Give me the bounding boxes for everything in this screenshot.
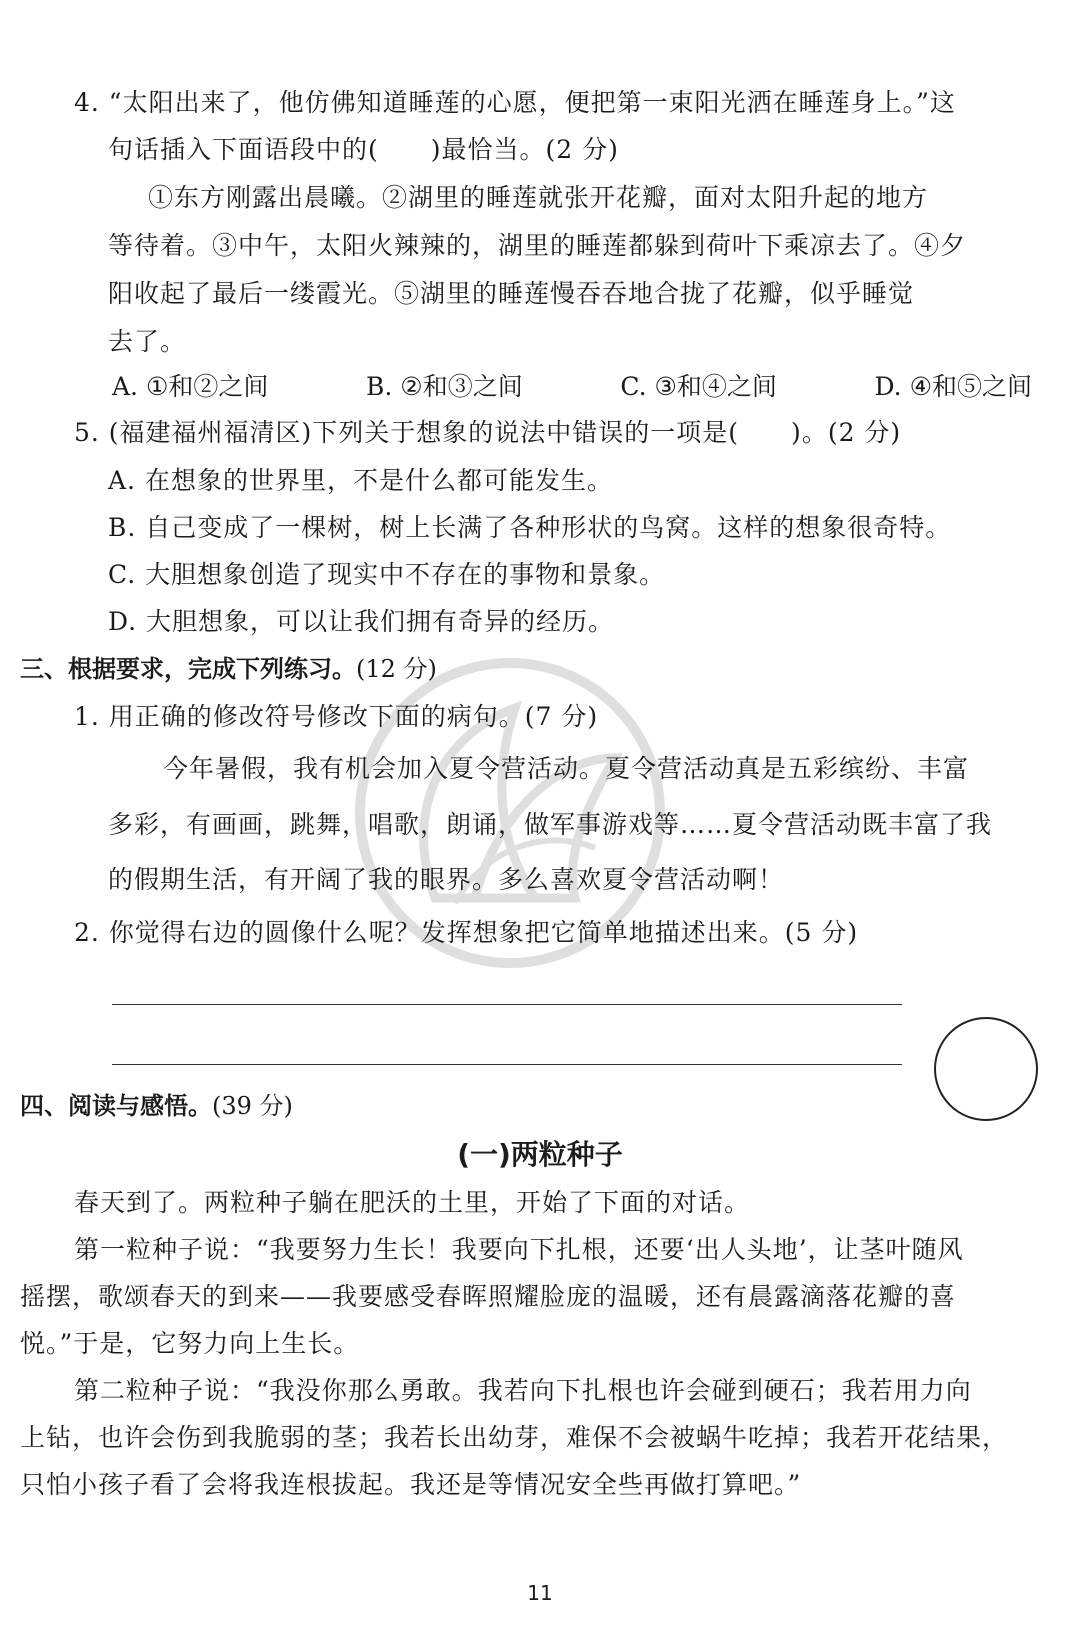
q5-stem: 5. (福建福州福清区)下列关于想象的说法中错误的一项是( )。(2 分) [74, 418, 902, 447]
section4-heading [20, 1089, 293, 1123]
section4-title: 四、阅读与感悟。 [20, 1092, 212, 1120]
q5-option-c[interactable]: C. 大胆想象创造了现实中不存在的事物和景象。 [108, 560, 666, 589]
q4-passage-line3: 阳收起了最后一缕霞光。⑤湖里的睡莲慢吞吞地合拢了花瓣，似乎睡觉 [108, 279, 915, 308]
q4-option-b[interactable]: B. ②和③之间 [366, 372, 523, 401]
circle-figure [934, 1017, 1038, 1121]
story-paragraph-line1: 春天到了。两粒种子躺在肥沃的土里，开始了下面的对话。 [74, 1188, 751, 1217]
story-paragraph-line4: 悦。”于是，它努力向上生长。 [20, 1329, 360, 1358]
q4-stem-line1: 4. “太阳出来了，他仿佛知道睡莲的心愿，便把第一束阳光洒在睡莲身上。”这 [74, 88, 956, 117]
story-paragraph-line7: 只怕小孩子看了会将我连根拔起。我还是等情况安全些再做打算吧。” [20, 1470, 802, 1499]
story-paragraph-line5: 第二粒种子说：“我没你那么勇敢。我若向下扎根也许会碰到硬石；我若用力向 [74, 1376, 972, 1405]
q5-option-a[interactable]: A. 在想象的世界里，不是什么都可能发生。 [108, 466, 613, 495]
section3-title: 三、根据要求，完成下列练习。 [20, 655, 356, 683]
s3-q1-passage-line3: 的假期生活，有开阔了我的眼界。多么喜欢夏令营活动啊！ [108, 865, 785, 894]
section3-score: (12 分) [356, 655, 437, 683]
q4-passage-line1: ①东方刚露出晨曦。②湖里的睡莲就张开花瓣，面对太阳升起的地方 [148, 183, 929, 212]
section3-heading [20, 652, 437, 686]
page-number: 11 [527, 1581, 553, 1605]
q4-option-a[interactable]: A. ①和②之间 [112, 372, 269, 401]
s3-q1-stem: 1. 用正确的修改符号修改下面的病句。(7 分) [74, 702, 599, 731]
story-paragraph-line6: 上钻，也许会伤到我脆弱的茎；我若长出幼芽，难保不会被蜗牛吃掉；我若开花结果， [20, 1423, 1009, 1452]
q5-option-d[interactable]: D. 大胆想象，可以让我们拥有奇异的经历。 [108, 607, 615, 636]
story-title: (一)两粒种子 [457, 1138, 623, 1171]
story-paragraph-line3: 摇摆，歌颂春天的到来——我要感受春晖照耀脸庞的温暖，还有晨露滴落花瓣的喜 [20, 1282, 957, 1311]
q4-option-d[interactable]: D. ④和⑤之间 [874, 372, 1032, 401]
s3-q2-stem: 2. 你觉得右边的圆像什么呢？发挥想象把它简单地描述出来。(5 分) [74, 918, 859, 947]
q4-stem-line2: 句话插入下面语段中的( )最恰当。(2 分) [108, 135, 619, 164]
story-paragraph-line2: 第一粒种子说：“我要努力生长！我要向下扎根，还要‘出人头地’，让茎叶随风 [74, 1235, 964, 1264]
q4-option-c[interactable]: C. ③和④之间 [620, 372, 777, 401]
q5-option-b[interactable]: B. 自己变成了一棵树，树上长满了各种形状的鸟窝。这样的想象很奇特。 [108, 513, 952, 542]
q4-passage-line2: 等待着。③中午，太阳火辣辣的，湖里的睡莲都躲到荷叶下乘凉去了。④夕 [108, 231, 967, 260]
q4-options [112, 370, 1032, 404]
s3-q1-passage-line2: 多彩，有画画，跳舞，唱歌，朗诵，做军事游戏等……夏令营活动既丰富了我 [108, 810, 993, 839]
answer-line-2[interactable] [112, 1064, 902, 1065]
q4-passage-line4: 去了。 [108, 327, 187, 356]
s3-q1-passage-line1: 今年暑假，我有机会加入夏令营活动。夏令营活动真是五彩缤纷、丰富 [163, 754, 970, 783]
answer-line-1[interactable] [112, 1004, 902, 1005]
section4-score: (39 分) [212, 1092, 293, 1120]
